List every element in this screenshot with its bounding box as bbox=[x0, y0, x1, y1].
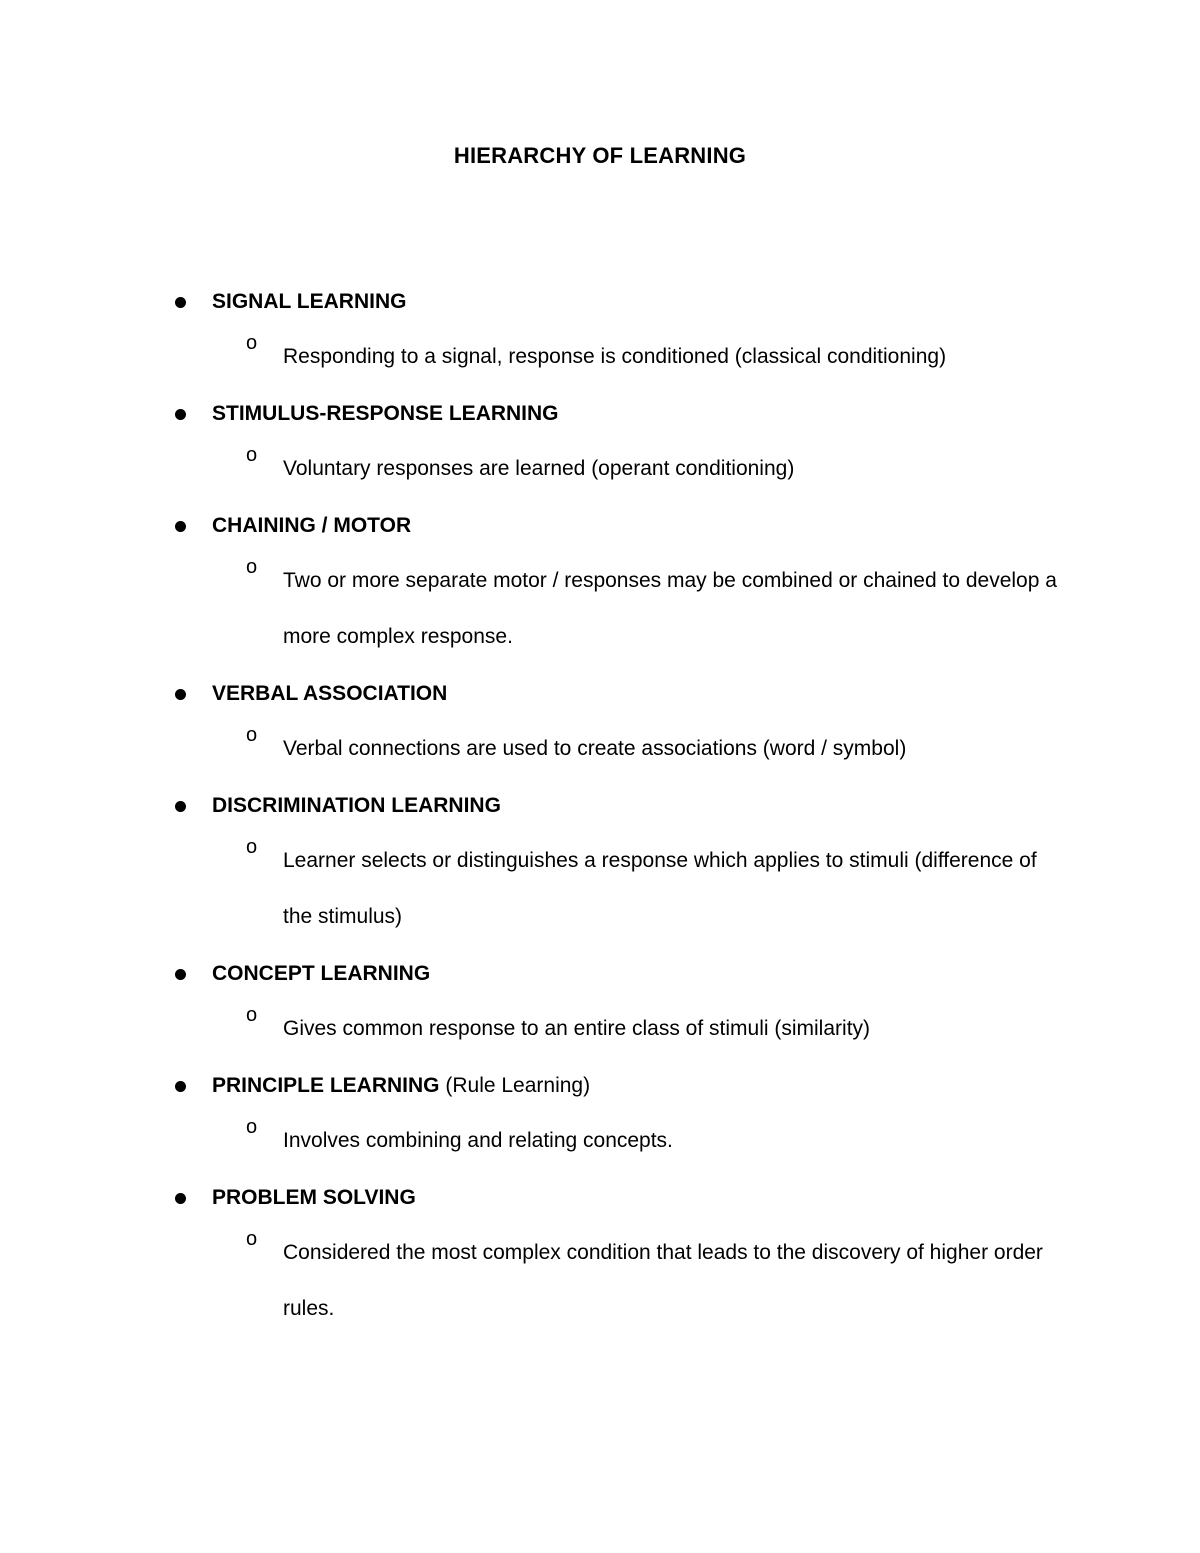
bullet-icon bbox=[175, 801, 186, 812]
item-description: Involves combining and relating concepts. bbox=[283, 1129, 673, 1152]
item-heading: PRINCIPLE LEARNING bbox=[212, 1074, 440, 1097]
list-item bbox=[0, 1072, 1200, 1169]
item-description: Responding to a signal, response is conditioned (classical conditioning) bbox=[283, 345, 947, 368]
item-heading: DISCRIMINATION LEARNING bbox=[212, 794, 501, 817]
item-heading: STIMULUS-RESPONSE LEARNING bbox=[212, 402, 559, 425]
sub-bullet-icon: o bbox=[246, 444, 258, 466]
item-heading: PROBLEM SOLVING bbox=[212, 1186, 416, 1209]
item-description: Learner selects or distinguishes a response which applies to stimuli (difference of the stimulus) bbox=[283, 849, 1037, 928]
bullet-icon bbox=[175, 521, 186, 532]
bullet-icon bbox=[175, 297, 186, 308]
list-item bbox=[0, 680, 1200, 777]
page-title: HIERARCHY OF LEARNING bbox=[453, 143, 747, 168]
bullet-icon bbox=[175, 969, 186, 980]
item-description: Voluntary responses are learned (operant conditioning) bbox=[283, 457, 795, 480]
bullet-icon bbox=[175, 409, 186, 420]
sub-bullet-icon: o bbox=[246, 556, 258, 578]
item-heading-suffix: (Rule Learning) bbox=[445, 1074, 591, 1097]
learning-hierarchy-list bbox=[0, 288, 1200, 1352]
item-heading: CONCEPT LEARNING bbox=[212, 962, 431, 985]
item-description: Two or more separate motor / responses may be combined or chained to develop a more complex response. bbox=[283, 569, 1057, 648]
sub-bullet-icon: o bbox=[246, 332, 258, 354]
sub-bullet-icon: o bbox=[246, 1116, 258, 1138]
item-description: Gives common response to an entire class of stimuli (similarity) bbox=[283, 1017, 871, 1040]
item-description: Considered the most complex condition that leads to the discovery of higher order rules. bbox=[283, 1241, 1043, 1320]
list-item bbox=[0, 792, 1200, 945]
list-item bbox=[0, 288, 1200, 385]
list-item bbox=[0, 400, 1200, 497]
sub-bullet-icon: o bbox=[246, 836, 258, 858]
list-item bbox=[0, 1184, 1200, 1337]
bullet-icon bbox=[175, 689, 186, 700]
list-item bbox=[0, 512, 1200, 665]
item-description: Verbal connections are used to create associations (word / symbol) bbox=[283, 737, 907, 760]
sub-bullet-icon: o bbox=[246, 724, 258, 746]
item-heading: SIGNAL LEARNING bbox=[212, 290, 407, 313]
bullet-icon bbox=[175, 1081, 186, 1092]
item-heading: CHAINING / MOTOR bbox=[212, 514, 412, 537]
sub-bullet-icon: o bbox=[246, 1004, 258, 1026]
sub-bullet-icon: o bbox=[246, 1228, 258, 1250]
bullet-icon bbox=[175, 1193, 186, 1204]
item-heading: VERBAL ASSOCIATION bbox=[212, 682, 448, 705]
list-item bbox=[0, 960, 1200, 1057]
